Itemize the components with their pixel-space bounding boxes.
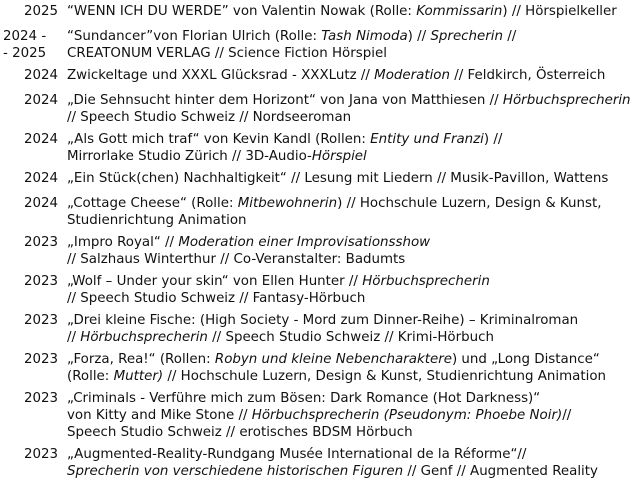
entry-text — [67, 67, 605, 84]
entry-line — [67, 3, 617, 20]
entry-year: 2024 — [24, 196, 59, 211]
entry-year: 2023 — [24, 274, 59, 289]
entry-year: 2023 — [24, 313, 59, 328]
entry-line — [67, 390, 571, 407]
text-segment: „Ein Stück(chen) Nachhaltigkeit“ // Lesung mit Liedern // Musik-Pavillon, Wattens — [67, 171, 609, 186]
entry-year: 2023 — [24, 352, 59, 367]
italic-segment: Hörspiel — [311, 149, 367, 164]
entry-text — [67, 3, 617, 20]
text-segment: “WENN ICH DU WERDE” von Valentin Nowak (Rolle: — [67, 4, 417, 19]
entry-text — [67, 195, 602, 229]
italic-segment: Sprecherin von verschiedene historischen Figuren — [67, 464, 404, 479]
entry-line — [67, 351, 606, 368]
text-segment: Zwickeltage und XXXL Glücksrad - XXXLutz // — [67, 68, 375, 83]
entry-line — [67, 312, 578, 329]
entry-line — [67, 290, 490, 307]
entry-text — [67, 390, 571, 441]
italic-segment: Hörbuchsprecherin — [80, 330, 208, 345]
entry-year: 2025 — [24, 4, 59, 19]
entry-text — [67, 28, 516, 62]
text-segment: „Impro Royal“ // — [67, 235, 179, 250]
text-segment: // — [67, 330, 81, 345]
italic-segment: Robyn und kleine Nebencharaktere — [214, 352, 452, 367]
entry-text — [67, 170, 608, 187]
italic-segment: Tash Nimoda — [321, 29, 408, 44]
entry-line — [67, 446, 598, 463]
text-segment: // Feldkirch, Österreich — [450, 68, 606, 83]
text-segment: „Als Gott mich traf“ von Kevin Kandl (Rollen: — [67, 132, 371, 147]
text-segment: ) // — [407, 29, 431, 44]
entry-line — [67, 148, 502, 165]
text-segment: // Speech Studio Schweiz // Fantasy-Hörbuch — [67, 291, 366, 306]
text-segment: ) und „Long Distance“ — [451, 352, 600, 367]
entry-year: 2024 — [24, 68, 59, 83]
entry-line — [67, 170, 608, 187]
entry-line — [67, 109, 631, 126]
text-segment: // — [502, 29, 517, 44]
entry-text — [67, 92, 631, 126]
entry-year: 2024 — [24, 93, 59, 108]
text-segment: // Speech Studio Schweiz // Krimi-Hörbuch — [207, 330, 494, 345]
entry-line — [67, 424, 571, 441]
entry-year: 2023 — [24, 391, 59, 406]
italic-segment: Moderation — [374, 68, 450, 83]
text-segment: // Salzhaus Winterthur // Co-Veranstalter: Badumts — [67, 252, 406, 267]
text-segment: “Sundancer”von Florian Ulrich (Rolle: — [67, 29, 322, 44]
entry-year: 2024 — [24, 171, 59, 186]
text-segment: „Die Sehnsucht hinter dem Horizont“ von Jana von Matthiesen // — [67, 93, 503, 108]
text-segment: von Kitty and Mike Stone // — [67, 408, 252, 423]
entry-line — [67, 45, 516, 62]
entry-text — [67, 446, 598, 480]
entry-line — [67, 463, 598, 480]
text-segment: // Speech Studio Schweiz // Nordseeroman — [67, 110, 352, 125]
text-segment: Speech Studio Schweiz // erotisches BDSM Hörbuch — [67, 425, 413, 440]
text-segment: „Drei kleine Fische: (High Society - Mord zum Dinner-Reihe) – Kriminalroman — [67, 313, 579, 328]
text-segment: „Forza, Rea!“ (Rollen: — [67, 352, 215, 367]
text-segment: Studienrichtung Animation — [67, 213, 247, 228]
text-segment: // Hochschule Luzern, Design & Kunst, Studienrichtung Animation — [163, 369, 607, 384]
entry-line — [67, 368, 606, 385]
entry-line — [67, 212, 602, 229]
entry-text — [67, 131, 502, 165]
entry-year: 2024 - - 2025 — [3, 29, 47, 61]
text-segment: // Genf // Augmented Reality — [403, 464, 598, 479]
text-segment: „Cottage Cheese“ (Rolle: — [67, 196, 238, 211]
entry-line — [67, 131, 502, 148]
entry-text — [67, 312, 578, 346]
entry-year: 2024 — [24, 132, 59, 147]
entry-line — [67, 92, 631, 109]
text-segment: // — [562, 408, 572, 423]
entry-year: 2023 — [24, 447, 59, 462]
entry-text — [67, 273, 490, 307]
entry-line — [67, 195, 602, 212]
text-segment: Mirrorlake Studio Zürich // 3D-Audio- — [67, 149, 312, 164]
italic-segment: Mitbewohnerin — [237, 196, 338, 211]
italic-segment: Mutter) — [113, 369, 164, 384]
entry-text — [67, 351, 606, 385]
text-segment: ) // — [483, 132, 503, 147]
text-segment: „Augmented-Reality-Rundgang Musée International de la Réforme“// — [67, 447, 527, 462]
italic-segment: Hörbuchsprecherin — [362, 274, 490, 289]
text-segment: CREATONUM VERLAG // Science Fiction Hörspiel — [67, 46, 387, 61]
entry-line — [67, 251, 430, 268]
entry-line — [67, 329, 578, 346]
entry-text — [67, 234, 430, 268]
entry-year: 2023 — [24, 235, 59, 250]
text-segment: (Rolle: — [67, 369, 114, 384]
text-segment: „Criminals - Verführe mich zum Bösen: Dark Romance (Hot Darkness)“ — [67, 391, 541, 406]
entry-line — [67, 28, 516, 45]
text-segment: „Wolf – Under your skin“ von Ellen Hunter // — [67, 274, 363, 289]
italic-segment: Moderation einer Improvisationsshow — [178, 235, 431, 250]
italic-segment: Hörbuchsprecherin (Pseudonym: Phoebe Noir) — [251, 408, 563, 423]
italic-segment: Entity und Franzi — [370, 132, 484, 147]
entry-line — [67, 234, 430, 251]
text-segment: ) // Hörspielkeller — [502, 4, 617, 19]
entry-line — [67, 273, 490, 290]
entry-line — [67, 67, 605, 84]
text-segment: ) // Hochschule Luzern, Design & Kunst, — [337, 196, 602, 211]
entry-line — [67, 407, 571, 424]
italic-segment: Hörbuchsprecherin — [502, 93, 631, 108]
italic-segment: Sprecherin — [430, 29, 503, 44]
italic-segment: Kommissarin — [416, 4, 503, 19]
